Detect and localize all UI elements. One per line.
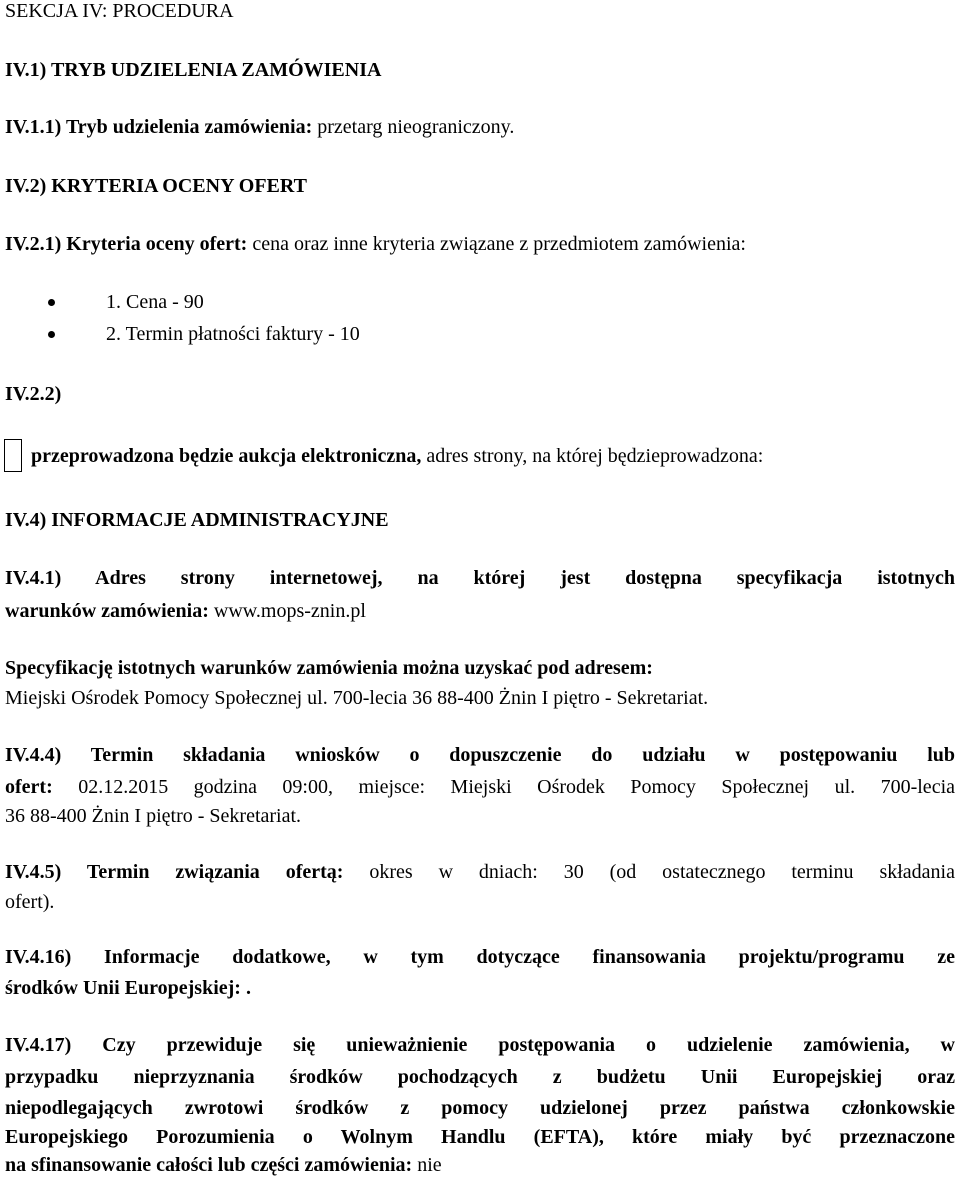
iv44-label-line1: IV.4.4) Termin składania wniosków o dopuszczenie do udziału w postępowaniu lub (5, 744, 955, 766)
iv45-label: IV.4.5) Termin związania ofertą: (5, 861, 344, 883)
iv44-value-line2: 02.12.2015 godzina 09:00, miejsce: Miejski Ośrodek Pomocy Społecznej ul. 700-lecia (78, 776, 955, 798)
iv417-line4: Europejskiego Porozumienia o Wolnym Handlu (EFTA), które miały być przeznaczone (5, 1126, 955, 1148)
auction-checkbox[interactable] (4, 439, 22, 472)
iv44-label-line2: ofert: (5, 776, 53, 798)
iv417-line2: przypadku nieprzyznania środków pochodzących z budżetu Unii Europejskiej oraz (5, 1066, 955, 1088)
iv45-row1 (5, 859, 955, 885)
iv416-line2: środków Unii Europejskiej: . (5, 977, 251, 999)
iv417-line5-label: na sfinansowanie całości lub części zamówienia: (5, 1154, 413, 1176)
iv22-label: IV.2.2) (5, 383, 62, 405)
iv417-value: nie (417, 1154, 442, 1176)
spec-value: Miejski Ośrodek Pomocy Społecznej ul. 700-lecia 36 88-400 Żnin I piętro - Sekretariat. (5, 687, 709, 709)
criterion-item: 1. Cena - 90 (106, 291, 204, 313)
bullet-icon (48, 299, 55, 306)
iv21-label: IV.2.1) Kryteria oceny ofert: (5, 233, 248, 255)
iv41-label-line1: IV.4.1) Adres strony internetowej, na której jest dostępna specyfikacja istotnych (5, 567, 955, 589)
auction-value: adres strony, na której będzieprowadzona: (426, 445, 764, 467)
bullet-icon (48, 331, 55, 338)
auction-label: przeprowadzona będzie aukcja elektroniczna, (31, 445, 422, 467)
iv11-label: IV.1.1) Tryb udzielenia zamówienia: (5, 116, 313, 138)
iv44-row2 (5, 774, 955, 800)
iv44-value-line3: 36 88-400 Żnin I piętro - Sekretariat. (5, 805, 302, 827)
iv21-value: cena oraz inne kryteria związane z przedmiotem zamówienia: (252, 233, 746, 255)
iv4-heading: IV.4) INFORMACJE ADMINISTRACYJNE (5, 509, 389, 531)
auction-row (31, 443, 763, 469)
iv45-value-line1: okres w dniach: 30 (od ostatecznego terminu składania (369, 861, 955, 883)
iv11-row (5, 114, 514, 140)
iv417-line1: IV.4.17) Czy przewiduje się unieważnienie postępowania o udzielenie zamówienia, w (5, 1034, 955, 1056)
iv21-row (5, 231, 746, 257)
iv11-value: przetarg nieograniczony. (317, 116, 515, 138)
iv41-row2 (5, 598, 366, 624)
criterion-item: 2. Termin płatności faktury - 10 (106, 323, 360, 345)
iv416-line1: IV.4.16) Informacje dodatkowe, w tym dotyczące finansowania projektu/programu ze (5, 946, 955, 968)
spec-url-link[interactable]: www.mops-znin.pl (213, 600, 366, 622)
iv45-value-line2: ofert). (5, 891, 55, 913)
spec-label: Specyfikację istotnych warunków zamówienia można uzyskać pod adresem: (5, 657, 653, 679)
iv41-label-line2: warunków zamówienia: (5, 600, 209, 622)
section-heading: SEKCJA IV: PROCEDURA (5, 0, 234, 22)
iv2-heading: IV.2) KRYTERIA OCENY OFERT (5, 175, 307, 197)
iv1-heading: IV.1) TRYB UDZIELENIA ZAMÓWIENIA (5, 59, 382, 81)
iv417-line5 (5, 1152, 442, 1178)
iv417-line3: niepodlegających zwrotowi środków z pomocy udzielonej przez państwa członkowskie (5, 1097, 955, 1119)
